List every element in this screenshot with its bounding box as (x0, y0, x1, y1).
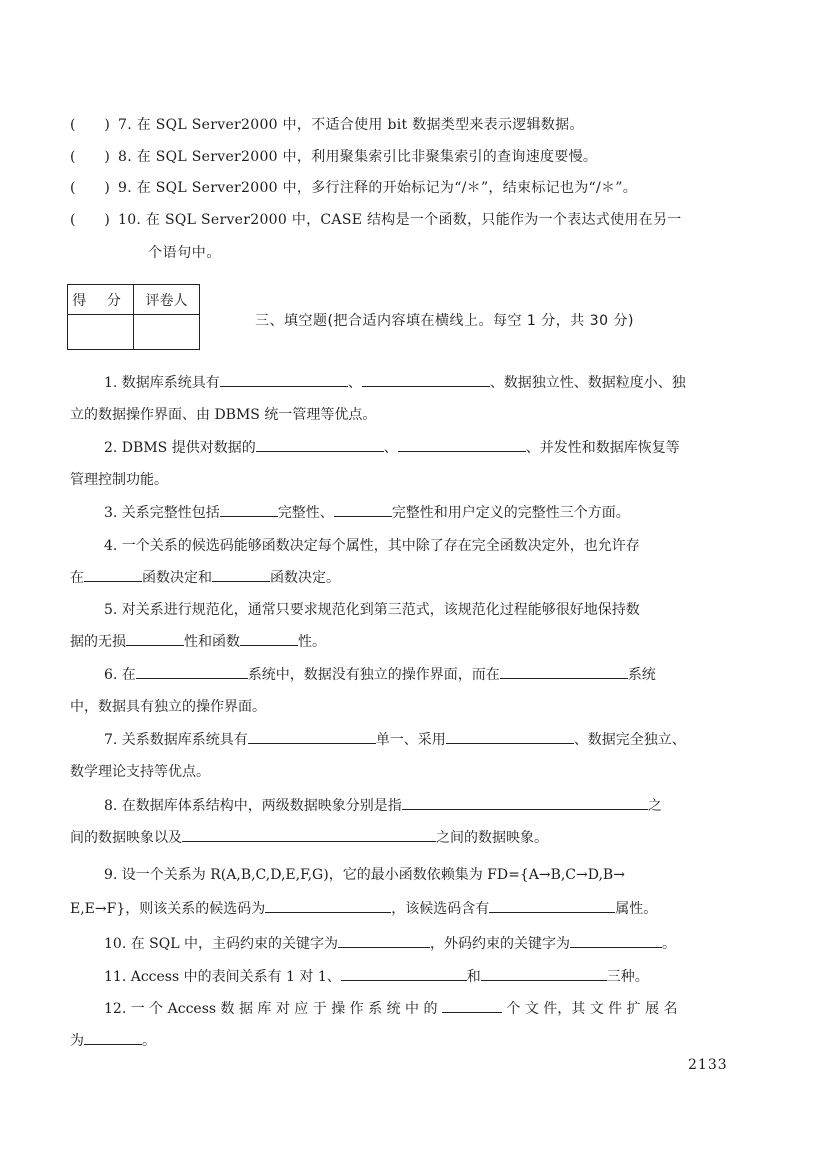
fill-blank[interactable] (341, 966, 467, 981)
fill-blank[interactable] (220, 372, 348, 387)
fill-blank[interactable] (212, 567, 270, 582)
fill-blank[interactable] (265, 898, 391, 913)
question-6-line-2: 中，数据具有独立的操作界面。 (70, 699, 266, 715)
question-2-line-1: 2. DBMS 提供对数据的 、 、并发性和数据库恢复等 (104, 437, 738, 457)
fill-blank[interactable] (338, 933, 430, 948)
fill-blank[interactable] (481, 966, 607, 981)
fill-blank[interactable] (398, 437, 526, 452)
tf-item-text: 7. 在 SQL Server2000 中，不适合使用 bit 数据类型来表示逻辑数据。 (118, 117, 584, 133)
fill-blank[interactable] (362, 372, 490, 387)
tf-item-7 (70, 114, 584, 134)
question-7-line-1: 7. 关系数据库系统具有 单一、采用 、数据完全独立、 (104, 729, 738, 749)
score-header: 得 分 (68, 285, 134, 315)
fill-blank[interactable] (126, 631, 184, 646)
question-9-line-2: E,E→F}，则该关系的候选码为 ，该候选码含有 属性。 (70, 898, 738, 918)
question-9-line-1: 9. 设一个关系为 R(A,B,C,D,E,F,G)，它的最小函数依赖集为 FD={A→B,C→D,B→ (104, 867, 625, 883)
question-5-line-1: 5. 对关系进行规范化，通常只要求规范化到第三范式，该规范化过程能够很好地保持数 (104, 602, 640, 618)
fill-blank[interactable] (248, 729, 376, 744)
tf-item-8 (70, 146, 597, 166)
tf-item-text: 9. 在 SQL Server2000 中，多行注释的开始标记为“/＊”，结束标记也为“/＊”。 (118, 180, 638, 196)
section-title: 三、填空题(把合适内容填在横线上。每空 1 分，共 30 分) (255, 313, 634, 329)
question-4-line-1: 4. 一个关系的候选码能够函数决定每个属性，其中除了存在完全函数决定外，也允许存 (104, 538, 640, 554)
fill-blank[interactable] (84, 567, 142, 582)
question-5-line-2: 据的无损 性和函数 性。 (70, 631, 738, 651)
question-12-line-2: 为 。 (70, 1030, 738, 1050)
fill-blank[interactable] (489, 898, 615, 913)
question-11-line-1: 11. Access 中的表间关系有 1 对 1、 和 三种。 (104, 966, 738, 986)
question-1-line-1: 1. 数据库系统具有 、 、数据独立性、数据粒度小、独 (104, 372, 738, 392)
fill-blank[interactable] (256, 437, 384, 452)
question-6-line-1: 6. 在 系统中，数据没有独立的操作界面，而在 系统 (104, 664, 738, 684)
question-4-line-2: 在 函数决定和 函数决定。 (70, 567, 738, 587)
question-1-line-2: 立的数据操作界面、由 DBMS 统一管理等优点。 (70, 407, 377, 423)
tf-item-10 (70, 209, 682, 229)
answer-paren[interactable]: ( ) (70, 117, 111, 133)
page-number: 2133 (688, 1057, 728, 1073)
fill-blank[interactable] (84, 1030, 142, 1045)
fill-blank[interactable] (136, 664, 248, 679)
tf-item-text: 10. 在 SQL Server2000 中，CASE 结构是一个函数，只能作为一个表达式使用在另一 (118, 212, 682, 228)
fill-blank[interactable] (240, 631, 298, 646)
question-10-line-1: 10. 在 SQL 中，主码约束的关键字为 ，外码约束的关键字为 。 (104, 933, 738, 953)
tf-item-text: 8. 在 SQL Server2000 中，利用聚集索引比非聚集索引的查询速度要慢。 (118, 149, 598, 165)
question-12-line-1: 12. 一 个 Access 数 据 库 对 应 于 操 作 系 统 中 的 个 文 件，其 文 件 扩 展 名 (104, 998, 738, 1018)
question-3-line-1: 3. 关系完整性包括 完整性、 完整性和用户定义的完整性三个方面。 (104, 502, 738, 522)
fill-blank[interactable] (442, 998, 502, 1013)
question-8-line-1: 8. 在数据库体系结构中，两级数据映象分别是指 之 (104, 795, 738, 815)
tf-item-10-continuation: 个语句中。 (148, 245, 221, 261)
fill-blank[interactable] (220, 502, 278, 517)
answer-paren[interactable]: ( ) (70, 212, 111, 228)
fill-blank[interactable] (334, 502, 392, 517)
answer-paren[interactable]: ( ) (70, 180, 111, 196)
answer-paren[interactable]: ( ) (70, 149, 111, 165)
fill-blank[interactable] (570, 933, 662, 948)
score-cell[interactable] (68, 315, 134, 349)
fill-blank[interactable] (500, 664, 628, 679)
question-2-line-2: 管理控制功能。 (70, 472, 168, 488)
question-7-line-2: 数学理论支持等优点。 (70, 764, 210, 780)
fill-blank[interactable] (446, 729, 574, 744)
question-8-line-2: 间的数据映象以及 之间的数据映象。 (70, 827, 738, 847)
fill-blank[interactable] (402, 795, 648, 810)
reviewer-header: 评卷人 (134, 285, 199, 315)
tf-item-9 (70, 177, 637, 197)
fill-blank[interactable] (182, 827, 436, 842)
score-box (67, 284, 200, 350)
